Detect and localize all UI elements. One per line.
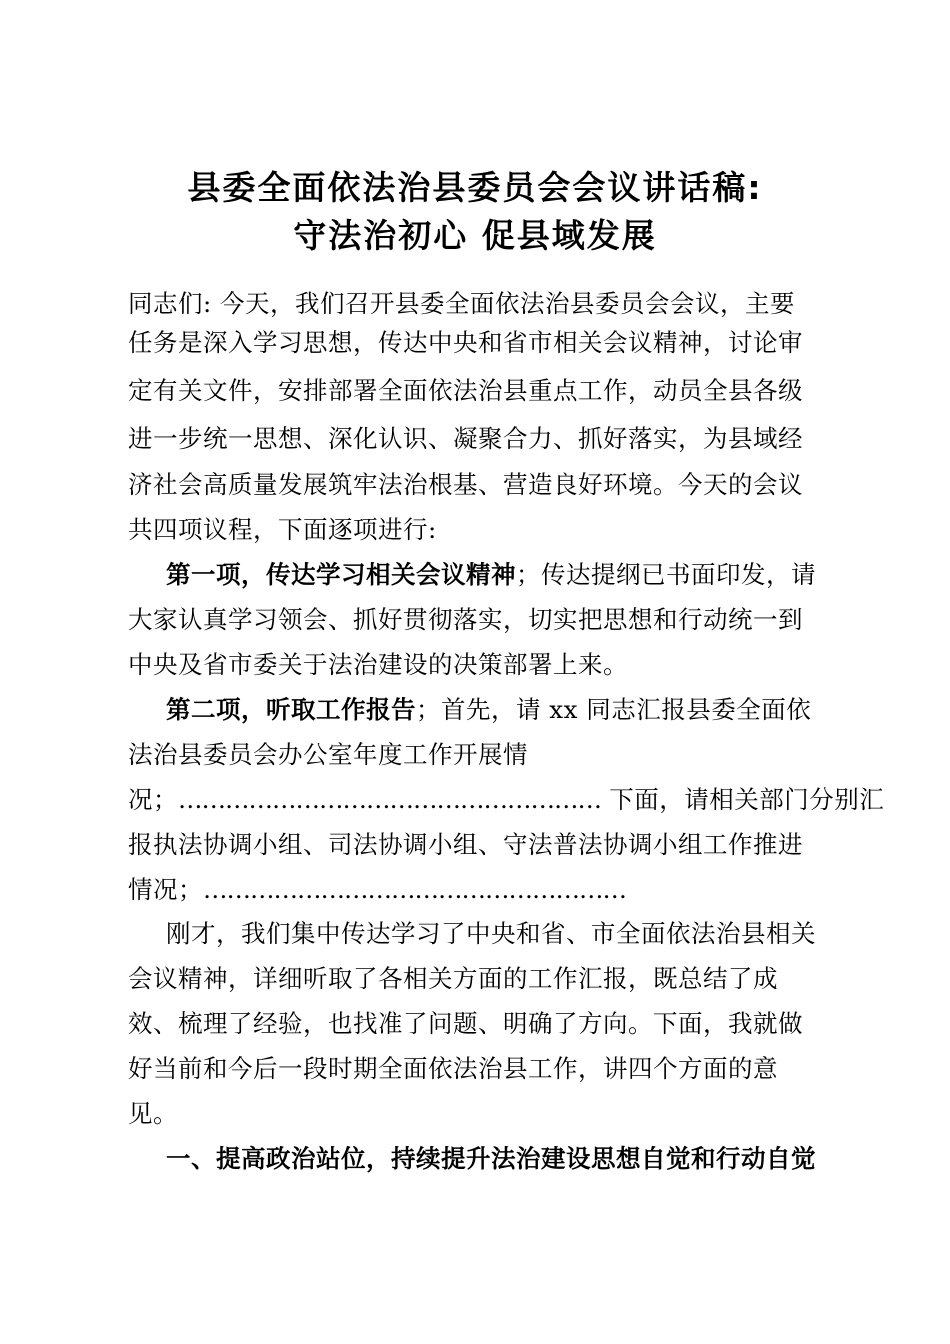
intro-line: 定有关文件，安排部署全面依法治县重点工作，动员全县各级 <box>128 376 803 405</box>
agenda-item-2-line <box>128 871 828 910</box>
agenda-item-1-line <box>166 556 828 595</box>
agenda-item-2-text: 况； <box>128 785 178 814</box>
summary-line: 会议精神，详细听取了各相关方面的工作汇报，既总结了成 <box>128 964 778 993</box>
agenda-item-2-line <box>128 781 885 820</box>
summary-line: 刚才，我们集中传达学习了中央和省、市全面依法治县相关 <box>166 919 816 948</box>
agenda-item-2-line: 报执法协调小组、司法协调小组、守法普法协调小组工作推进 <box>128 830 803 859</box>
ellipsis-placeholder: ……………………………………………… <box>178 785 601 814</box>
agenda-item-2-text: 情况； <box>128 875 203 904</box>
agenda-item-2-text: ；首先，请 xx 同志汇报县委全面依 <box>416 695 812 724</box>
summary-line: 效、梳理了经验，也找准了问题、明确了方向。下面，我就做 <box>128 1009 803 1038</box>
ellipsis-placeholder: ……………………………………………… <box>203 875 626 904</box>
agenda-item-2-line <box>166 691 828 730</box>
intro-line: 同志们: 今天，我们召开县委全面依法治县委员会会议，主要 <box>128 289 796 318</box>
agenda-item-1-text: ；传达提纲已书面印发，请 <box>516 560 816 589</box>
summary-line: 见。 <box>128 1099 178 1128</box>
agenda-item-2-heading: 第二项，听取工作报告 <box>166 695 416 724</box>
summary-line: 好当前和今后一段时期全面依法治县工作，讲四个方面的意 <box>128 1054 778 1083</box>
agenda-item-2-text: 下面，请相关部门分别汇 <box>601 785 885 814</box>
agenda-item-1-line: 中央及省市委关于法治建设的决策部署上来。 <box>128 650 628 679</box>
intro-line: 任务是深入学习思想，传达中央和省市相关会议精神，讨论审 <box>128 328 803 357</box>
section-heading: 一、提高政治站位，持续提升法治建设思想自觉和行动自觉 <box>166 1144 816 1173</box>
document-title-line-2: 守法治初心 促县域发展 <box>293 216 657 255</box>
agenda-item-1-line: 大家认真学习领会、抓好贯彻落实，切实把思想和行动统一到 <box>128 605 803 634</box>
intro-line: 共四项议程，下面逐项进行: <box>128 515 437 544</box>
document-title-line-1: 县委全面依法治县委员会会议讲话稿: <box>187 168 763 207</box>
intro-line: 济社会高质量发展筑牢法治根基、营造良好环境。今天的会议 <box>128 470 803 499</box>
agenda-item-2-line: 法治县委员会办公室年度工作开展情 <box>128 740 528 769</box>
agenda-item-1-heading: 第一项，传达学习相关会议精神 <box>166 560 516 589</box>
intro-line: 进一步统一思想、深化认识、凝聚合力、抓好落实，为县域经 <box>128 424 803 453</box>
